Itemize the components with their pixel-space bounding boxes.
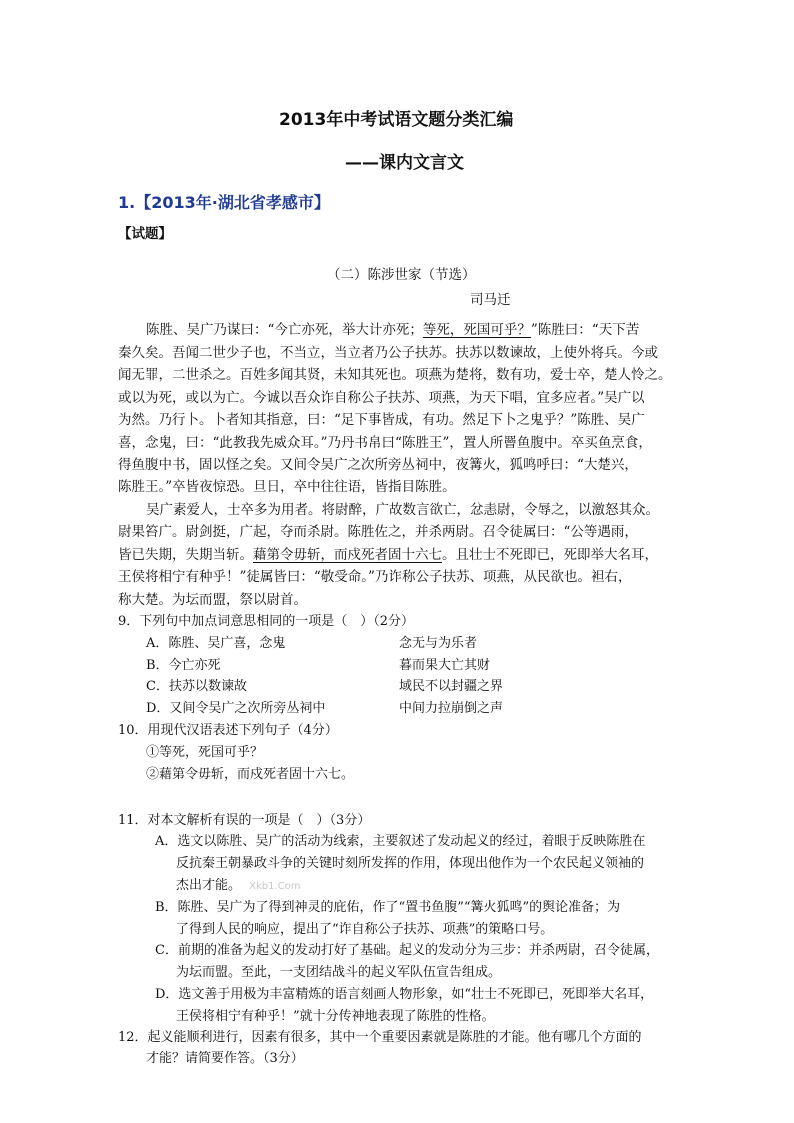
option-line: B．陈胜、吴广为了得到神灵的庇佑，作了“置书鱼腹”“篝火狐鸣”的舆论准备；为 — [155, 900, 621, 915]
passage-line: 喜，念鬼，曰：“此教我先威众耳。”乃丹书帛曰“陈胜王”，置人所罾鱼腹中。卒买鱼烹食， — [118, 435, 652, 451]
option-d-left: D．又间令吴广之次所旁丛祠中 — [146, 701, 326, 716]
passage-line: 尉果笞广。尉剑挺，广起，夺而杀尉。陈胜佐之，并杀两尉。召令徒属曰：“公等遇雨， — [118, 524, 638, 540]
question-stem-continued: 才能？请简要作答。（3分） — [146, 1051, 304, 1066]
question-label: 【试题】 — [118, 226, 172, 242]
question-item: ②藉第令毋斩，而戍死者固十六七。 — [146, 767, 355, 782]
text-run: 陈胜、吴广乃谋曰：“今亡亦死，举大计亦死； — [146, 322, 423, 338]
passage-line: 吴广素爱人，士卒多为用者。将尉醉，广故数言欲亡，忿恚尉，令辱之，以激怒其众。 — [146, 502, 659, 518]
option-b-left: B．今亡亦死 — [146, 658, 221, 673]
option-line: 反抗秦王朝暴政斗争的关键时刻所发挥的作用，体现出他作为一个农民起义领袖的 — [176, 856, 645, 871]
option-line: 为坛而盟。至此，一支团结战斗的起义军队伍宣告组成。 — [176, 965, 502, 980]
underlined-sentence: 等死，死国可乎？ — [422, 322, 531, 338]
option-line: 了得到人民的响应，提出了“诈自称公子扶苏、项燕”的策略口号。 — [176, 922, 554, 937]
underlined-sentence: 藉第令毋斩，而戍死者固十六七 — [253, 547, 442, 563]
option-c-right: 域民不以封疆之界 — [399, 679, 504, 694]
passage-line: 秦久矣。吾闻二世少子也，不当立，当立者乃公子扶苏。扶苏以数谏故，上使外将兵。今或 — [118, 345, 658, 361]
passage-line: 得鱼腹中书，固以怪之矣。又间令吴广之次所旁丛祠中，夜篝火，狐鸣呼曰：“大楚兴， — [118, 457, 638, 473]
option-a-left: A．陈胜、吴广喜，念鬼 — [146, 636, 286, 651]
watermark: Xkb1.Com — [249, 881, 301, 892]
question-item: ①等死，死国可乎？ — [146, 745, 264, 760]
text-run: 杰出才能。 — [176, 878, 242, 893]
option-c-left: C．扶苏以数谏故 — [146, 679, 247, 694]
passage-line: 陈胜王。”卒皆夜惊恐。旦日，卒中往往语，皆指目陈胜。 — [118, 479, 456, 495]
option-d-right: 中间力拉崩倒之声 — [399, 701, 504, 716]
document-title: 2013年中考试语文题分类汇编 — [279, 110, 514, 130]
document-subtitle: ——课内文言文 — [345, 153, 464, 173]
passage-line: 闻无罪，二世杀之。百姓多闻其贤，未知其死也。项燕为楚将，数有功，爱士卒，楚人怜之。 — [118, 367, 672, 383]
question-stem: 9．下列句中加点词意思相同的一项是（ ）（2分） — [118, 614, 415, 629]
question-stem: 11．对本文解析有误的一项是（ ）（3分） — [118, 813, 371, 828]
passage-line: 为然。乃行卜。卜者知其指意，曰：“足下事皆成，有功。然足下卜之鬼乎？”陈胜、吴广 — [118, 412, 645, 428]
option-a-right: 念无与为乐者 — [399, 636, 478, 651]
passage-title: （二）陈涉世家（节选） — [327, 267, 476, 283]
text-run: 。且壮士不死即已，死即举大名耳， — [442, 547, 658, 563]
option-line — [176, 874, 301, 893]
question-stem: 12．起义能顺利进行，因素有很多，其中一个重要因素就是陈胜的才能。他有哪几个方面的 — [118, 1030, 642, 1045]
question-stem: 10．用现代汉语表述下列句子（4分） — [118, 723, 338, 738]
option-b-right: 暮而果大亡其财 — [399, 658, 491, 673]
passage-line: 王侯将相宁有种乎！”徒属皆曰：“敬受命。”乃诈称公子扶苏、项燕，从民欲也。袒右， — [118, 569, 632, 585]
option-line: A．选文以陈胜、吴广的活动为线索，主要叙述了发动起义的经过，着眼于反映陈胜在 — [155, 834, 646, 849]
passage-author: 司马迁 — [470, 292, 511, 308]
passage-line — [118, 543, 658, 563]
passage-line: 称大楚。为坛而盟，祭以尉首。 — [118, 592, 307, 608]
option-line: C．前期的准备为起义的发动打好了基础。起义的发动分为三步：并杀两尉，召令徒属， — [155, 943, 659, 958]
option-line: 王侯将相宁有种乎！”就十分传神地表现了陈胜的性格。 — [176, 1009, 495, 1024]
passage-line — [146, 318, 639, 338]
section-heading: 1.【2013年·湖北省孝感市】 — [118, 193, 330, 212]
passage-line: 或以为死，或以为亡。今诚以吾众诈自称公子扶苏、项燕，为天下唱，宜多应者。”吴广以 — [118, 390, 645, 406]
text-run: ”陈胜曰：“天下苦 — [530, 322, 640, 338]
option-line: D．选文善于用极为丰富精炼的语言刻画人物形象，如“壮士不死即已，死即举大名耳， — [155, 987, 654, 1002]
text-run: 皆已失期，失期当斩。 — [118, 547, 253, 563]
